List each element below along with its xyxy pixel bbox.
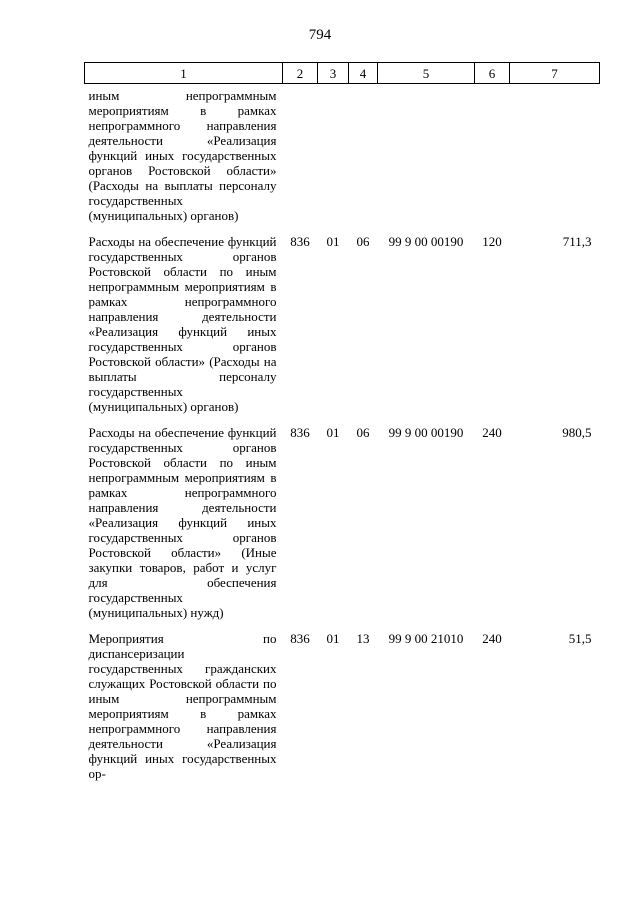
row-csr: 99 9 00 00190 (388, 234, 464, 249)
row-amount: 711,3 (562, 234, 592, 249)
row-rz: 01 (326, 234, 340, 249)
table-row (85, 84, 600, 224)
column-header: 4 (349, 63, 378, 84)
column-header: 6 (475, 63, 510, 84)
row-csr (378, 84, 475, 224)
row-rz: 01 (326, 425, 340, 440)
row-csr: 99 9 00 21010 (388, 631, 464, 646)
row-rz: 01 (326, 631, 340, 646)
table-row (85, 620, 600, 781)
row-description: Расходы на обеспечение функций государственных органов Ростовской области по иным непрограммным мероприятиям в рамках непрограммного направления деятельности «Реализация функций иных государственных органов Ростовской области» (Расходы на выплаты персоналу государственных (муниципальных) органов) (88, 234, 277, 414)
row-vr: 240 (482, 631, 502, 646)
row-description: Мероприятия по диспансеризации государственных гражданских служащих Ростовской области по иным непрограммным мероприятиям в рамках непрограммного направления деятельности «Реализация функций иных государственных ор- (88, 631, 277, 781)
row-ved: 836 (290, 425, 310, 440)
row-ved: 836 (290, 631, 310, 646)
row-pr: 06 (356, 234, 370, 249)
page-number: 794 (308, 27, 332, 43)
header-row (85, 63, 600, 84)
column-header: 1 (85, 63, 283, 84)
row-ved (283, 84, 318, 224)
row-description: иным непрограммным мероприятиям в рамках непрограммного направления деятельности «Реализация функций иных государственных органов Ростовской области» (Расходы на выплаты персоналу государственных (муниципальных) органов) (88, 88, 277, 223)
row-vr: 120 (482, 234, 502, 249)
table-row (85, 223, 600, 414)
column-header: 3 (318, 63, 349, 84)
row-vr: 240 (482, 425, 502, 440)
row-amount: 980,5 (562, 425, 592, 440)
row-pr: 06 (356, 425, 370, 440)
row-amount: 51,5 (568, 631, 592, 646)
row-description: Расходы на обеспечение функций государственных органов Ростовской области по иным непрограммным мероприятиям в рамках непрограммного направления деятельности «Реализация функций иных государственных органов Ростовской области» (Иные закупки товаров, работ и услуг для обеспечения государственных (муниципальных) нужд) (88, 425, 277, 620)
column-header: 2 (283, 63, 318, 84)
row-ved: 836 (290, 234, 310, 249)
row-amount (510, 84, 600, 224)
row-pr (349, 84, 378, 224)
column-header: 5 (378, 63, 475, 84)
row-csr: 99 9 00 00190 (388, 425, 464, 440)
table-row (85, 414, 600, 620)
row-pr: 13 (356, 631, 370, 646)
row-rz (318, 84, 349, 224)
column-header: 7 (510, 63, 600, 84)
row-vr (475, 84, 510, 224)
budget-table (84, 62, 600, 781)
